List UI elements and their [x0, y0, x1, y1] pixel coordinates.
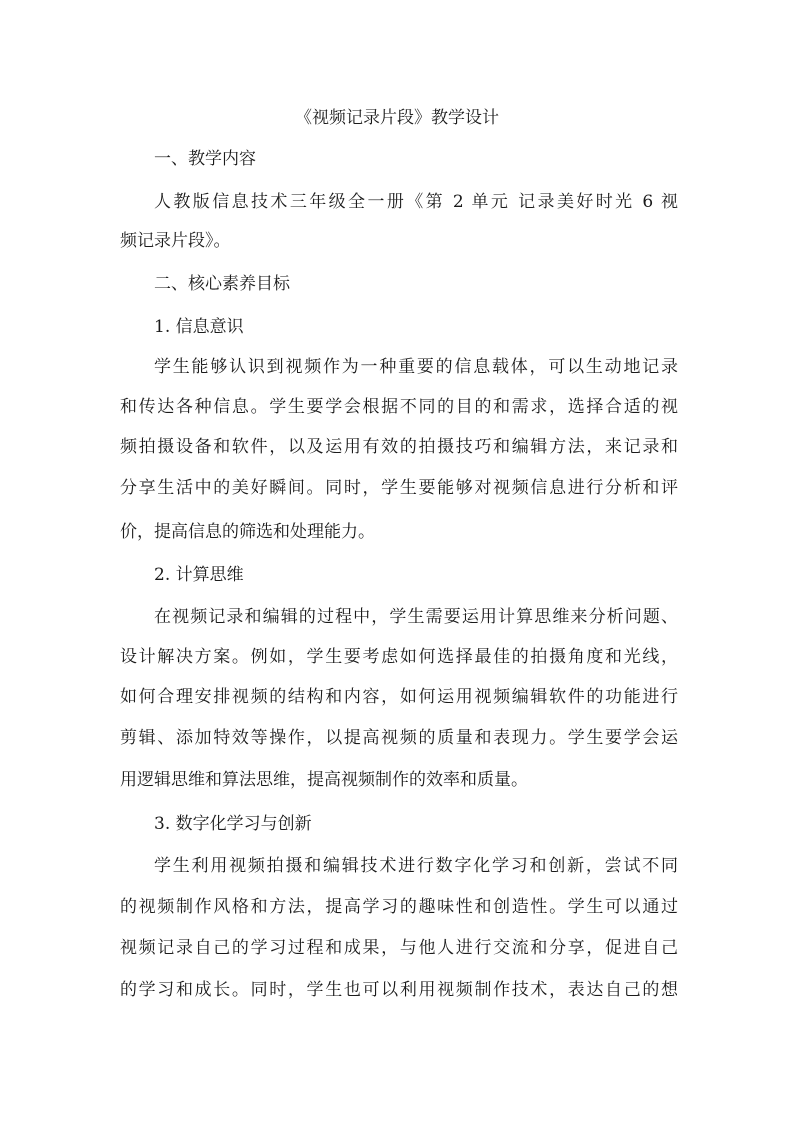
paragraph-line: 学生能够认识到视频作为一种重要的信息载体，可以生动地记录 [154, 357, 678, 377]
subsection-heading-computational-thinking: 2. 计算思维 [154, 565, 244, 585]
paragraph-line: 分享生活中的美好瞬间。同时，学生要能够对视频信息进行分析和评 [120, 478, 678, 498]
paragraph-line: 价，提高信息的筛选和处理能力。 [120, 522, 375, 542]
paragraph-line: 和传达各种信息。学生要学会根据不同的目的和需求，选择合适的视 [120, 397, 678, 417]
document-title: 《视频记录片段》教学设计 [295, 108, 499, 128]
subsection-heading-information-awareness: 1. 信息意识 [154, 317, 244, 337]
section-heading-teaching-content: 一、教学内容 [154, 149, 256, 169]
paragraph-line: 如何合理安排视频的结构和内容，如何运用视频编辑软件的功能进行 [120, 687, 678, 707]
paragraph-line: 用逻辑思维和算法思维，提高视频制作的效率和质量。 [120, 770, 528, 790]
paragraph-line: 的学习和成长。同时，学生也可以利用视频制作技术，表达自己的想 [120, 980, 678, 1000]
paragraph-line: 人教版信息技术三年级全一册《第 2 单元 记录美好时光 6 视 [154, 192, 678, 212]
paragraph-line: 的视频制作风格和方法，提高学习的趣味性和创造性。学生可以通过 [120, 897, 678, 917]
paragraph-line: 在视频记录和编辑的过程中，学生需要运用计算思维来分析问题、 [154, 607, 678, 627]
paragraph-line: 学生利用视频拍摄和编辑技术进行数字化学习和创新，尝试不同 [154, 856, 678, 876]
paragraph-line: 视频记录自己的学习过程和成果，与他人进行交流和分享，促进自己 [120, 938, 678, 958]
section-heading-core-goals: 二、核心素养目标 [154, 274, 290, 294]
paragraph-line: 剪辑、添加特效等操作，以提高视频的质量和表现力。学生要学会运 [120, 728, 678, 748]
subsection-heading-digital-learning: 3. 数字化学习与创新 [154, 814, 312, 834]
paragraph-line: 设计解决方案。例如，学生要考虑如何选择最佳的拍摄角度和光线， [120, 647, 678, 667]
paragraph-line: 频拍摄设备和软件，以及运用有效的拍摄技巧和编辑方法，来记录和 [120, 437, 678, 457]
paragraph-line: 频记录片段》。 [120, 231, 231, 251]
